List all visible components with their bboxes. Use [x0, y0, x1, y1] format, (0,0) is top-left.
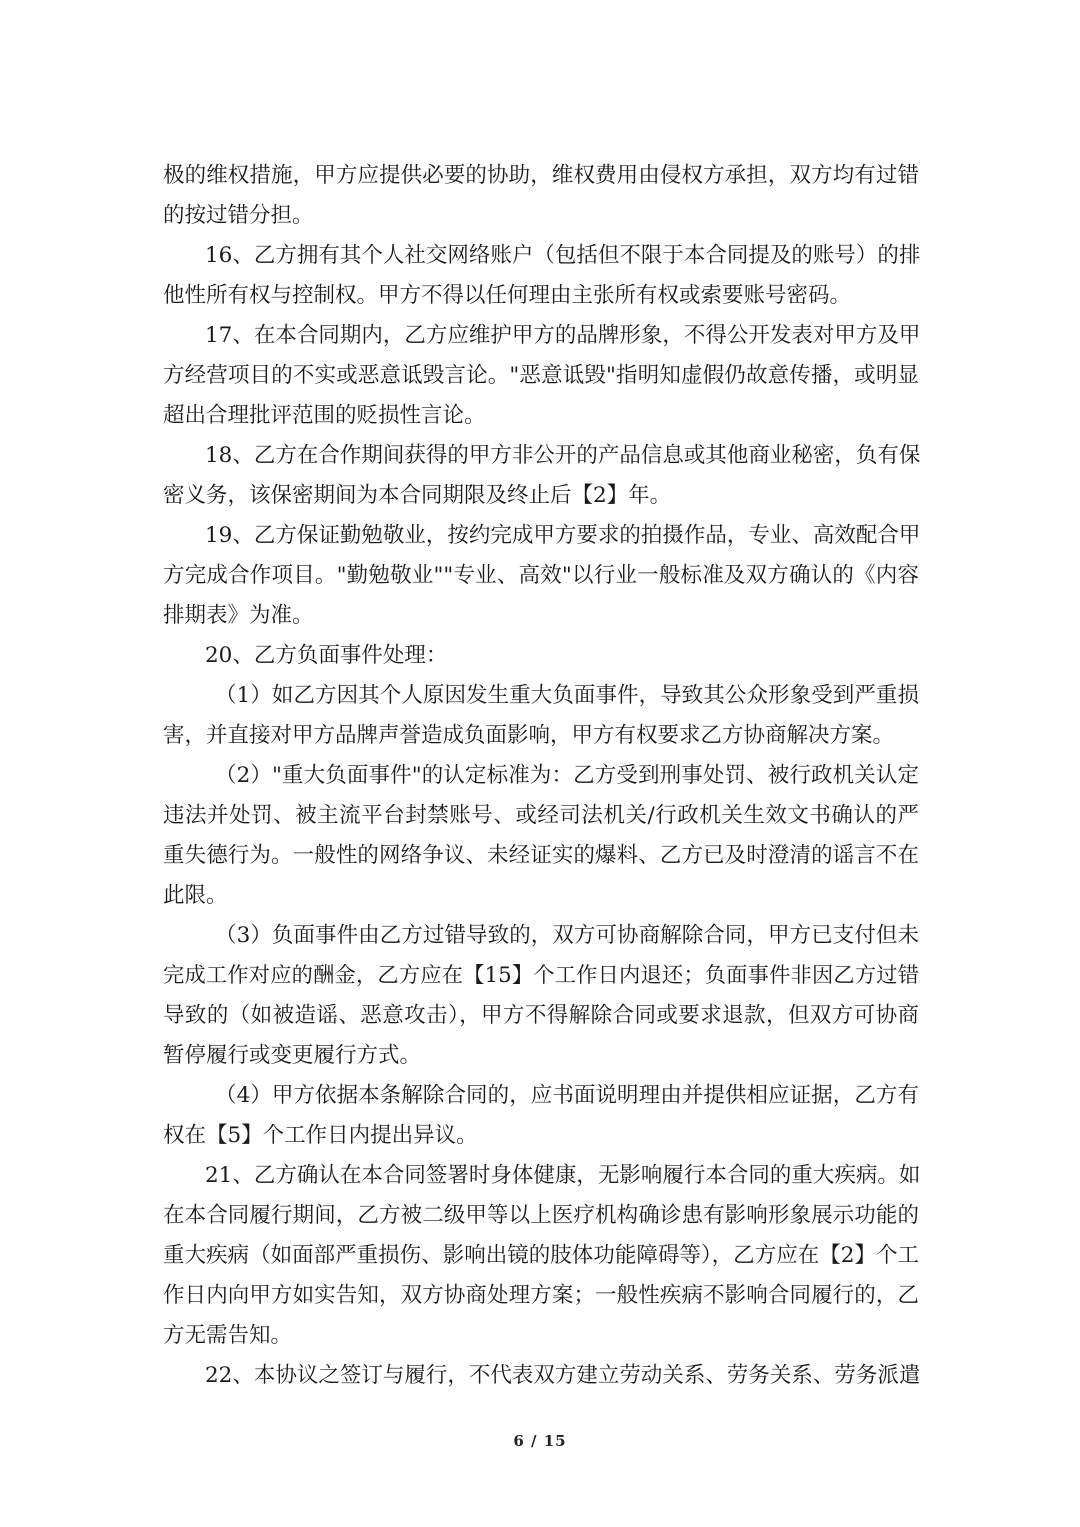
text-line: 完成工作对应的酬金，乙方应在【15】个工作日内退还；负面事件非因乙方过错	[163, 963, 919, 988]
text-line: 方无需告知。	[163, 1323, 293, 1348]
text-line: （3）负面事件由乙方过错导致的，双方可协商解除合同，甲方已支付但未	[215, 923, 919, 948]
text-line: 16、乙方拥有其个人社交网络账户（包括但不限于本合同提及的账号）的排	[205, 243, 921, 268]
text-line: 害，并直接对甲方品牌声誉造成负面影响，甲方有权要求乙方协商解决方案。	[163, 723, 895, 748]
text-line: 18、乙方在合作期间获得的甲方非公开的产品信息或其他商业秘密，负有保	[205, 443, 921, 468]
text-line: 权在【5】个工作日内提出异议。	[163, 1123, 478, 1148]
text-line: 方完成合作项目。"勤勉敬业""专业、高效"以行业一般标准及双方确认的《内容	[163, 563, 919, 588]
page-number: 6 / 15	[513, 1432, 567, 1450]
text-line: 方经营项目的不实或恶意诋毁言论。"恶意诋毁"指明知虚假仍故意传播，或明显	[163, 363, 919, 388]
text-line: 19、乙方保证勤勉敬业，按约完成甲方要求的拍摄作品，专业、高效配合甲	[205, 523, 921, 548]
text-line: 在本合同履行期间，乙方被二级甲等以上医疗机构确诊患有影响形象展示功能的	[163, 1203, 919, 1228]
text-line: 20、乙方负面事件处理：	[205, 643, 448, 668]
text-line: 22、本协议之签订与履行，不代表双方建立劳动关系、劳务关系、劳务派遣	[205, 1363, 921, 1388]
text-line: 的按过错分担。	[163, 203, 314, 228]
text-line: （4）甲方依据本条解除合同的，应书面说明理由并提供相应证据，乙方有	[215, 1083, 919, 1108]
text-line: 重大疾病（如面部严重损伤、影响出镜的肢体功能障碍等），乙方应在【2】个工	[163, 1243, 919, 1268]
text-line: 排期表》为准。	[163, 603, 314, 628]
text-line: （2）"重大负面事件"的认定标准为：乙方受到刑事处罚、被行政机关认定	[215, 763, 919, 788]
text-line: 暂停履行或变更履行方式。	[163, 1043, 422, 1068]
text-line: 导致的（如被造谣、恶意攻击），甲方不得解除合同或要求退款，但双方可协商	[163, 1003, 919, 1028]
text-line: 极的维权措施，甲方应提供必要的协助，维权费用由侵权方承担，双方均有过错	[163, 163, 919, 188]
text-line: 重失德行为。一般性的网络争议、未经证实的爆料、乙方已及时澄清的谣言不在	[163, 843, 919, 868]
text-line: 21、乙方确认在本合同签署时身体健康，无影响履行本合同的重大疾病。如	[205, 1163, 921, 1188]
document-body	[163, 156, 919, 1396]
text-line: 他性所有权与控制权。甲方不得以任何理由主张所有权或索要账号密码。	[163, 283, 852, 308]
text-line: 此限。	[163, 883, 228, 908]
text-line: （1）如乙方因其个人原因发生重大负面事件，导致其公众形象受到严重损	[215, 683, 919, 708]
text-line: 密义务，该保密期间为本合同期限及终止后【2】年。	[163, 483, 672, 508]
text-line: 违法并处罚、被主流平台封禁账号、或经司法机关/行政机关生效文书确认的严	[163, 803, 919, 828]
text-line: 17、在本合同期内，乙方应维护甲方的品牌形象，不得公开发表对甲方及甲	[205, 323, 921, 348]
text-line: 作日内向甲方如实告知，双方协商处理方案；一般性疾病不影响合同履行的，乙	[163, 1283, 919, 1308]
text-line: 超出合理批评范围的贬损性言论。	[163, 403, 486, 428]
